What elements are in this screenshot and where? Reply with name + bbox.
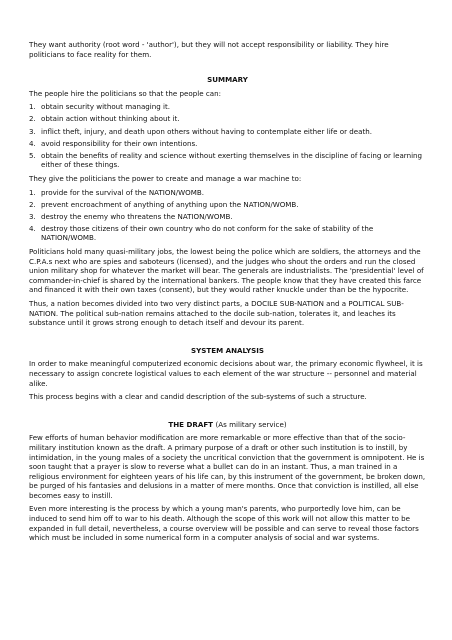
list-item-number: 2. bbox=[29, 114, 36, 124]
list-item-text: inflict theft, injury, and death upon others without having to contemplate either life or death. bbox=[41, 126, 373, 136]
draft-heading-subtitle: (As military service) bbox=[215, 419, 287, 429]
list-item-number: 4. bbox=[29, 138, 36, 148]
system-analysis-heading: SYSTEM ANALYSIS bbox=[191, 345, 264, 355]
sub-nation-paragraph: Thus, a nation becomes divided into two very distinct parts, a DOCILE SUB-NATION and a POLITICAL SUB-NATION. The political sub-nation remains attached to the docile sub-nation, tolerates it, and leaches its substance until it grows strong enough to detach itself and devour its parent. bbox=[29, 298, 404, 328]
list-item bbox=[29, 139, 426, 149]
summary-lead-2: They give the politicians the power to create and manage a war machine to: bbox=[29, 173, 302, 183]
list-item-text: destroy the enemy who threatens the NATION/WOMB. bbox=[41, 211, 233, 221]
list-item-text: obtain the benefits of reality and science without exerting themselves in the discipline of facing or learning either of these things. bbox=[41, 150, 423, 170]
politicians-paragraph: Politicians hold many quasi-military jobs, the lowest being the police which are soldiers, the attorneys and the C.P.A.s next who are spies and saboteurs (licensed), and the judges who shout the orders and run the closed union military shop for whatever the market will bear. The generals are industrialists. The 'presidential' level of commander-in-chief is shared by the international bankers. The people know that they have created this farce and financed it with their own taxes (consent), but they would rather knuckle under than be the hypocrite. bbox=[29, 247, 424, 295]
list-item bbox=[29, 224, 426, 243]
list-item bbox=[29, 188, 426, 198]
list-item bbox=[29, 200, 426, 210]
list-item-text: provide for the survival of the NATION/WOMB. bbox=[41, 187, 204, 197]
list-item-number: 5. bbox=[29, 150, 36, 160]
list-item-text: obtain security without managing it. bbox=[41, 102, 171, 112]
list-item-number: 2. bbox=[29, 199, 36, 209]
list-item-number: 3. bbox=[29, 211, 36, 221]
list-item-text: obtain action without thinking about it. bbox=[41, 114, 180, 124]
summary-lead: The people hire the politicians so that the people can: bbox=[29, 88, 221, 98]
list-item-text: destroy those citizens of their own country who do not conform for the sake of stability of the NATION/WOMB. bbox=[41, 223, 374, 243]
war-machine-list bbox=[29, 188, 426, 243]
draft-heading-title: THE DRAFT bbox=[168, 419, 214, 429]
list-item bbox=[29, 114, 426, 124]
list-item-number: 1. bbox=[29, 102, 36, 112]
list-item bbox=[29, 151, 426, 170]
list-item-number: 4. bbox=[29, 223, 36, 233]
list-item bbox=[29, 212, 426, 222]
list-item-text: avoid responsibility for their own intentions. bbox=[41, 138, 198, 148]
system-analysis-paragraph-1: In order to make meaningful computerized economic decisions about war, the primary economic flywheel, it is necessary to assign concrete logistical values to each element of the war structure -- personnel and material alike. bbox=[29, 359, 423, 388]
summary-heading: SUMMARY bbox=[207, 75, 248, 85]
summary-list bbox=[29, 102, 426, 170]
list-item bbox=[29, 102, 426, 112]
draft-paragraph-1: Few efforts of human behavior modification are more remarkable or more effective than that of the socio-military institution known as the draft. A primary purpose of a draft or other such institution is to instill, by intimidation, in the young males of a society the uncritical conviction that the government is omnipotent. He is soon taught that a prayer is slow to reverse what a bullet can do in an instant. Thus, a man trained in a religious environment for eighteen years of his life can, by this instrument of the government, be broken down, be purged of his fantasies and delusions in a matter of mere months. Once that conviction is instilled, all else becomes easy to instill. bbox=[29, 433, 426, 500]
list-item-number: 3. bbox=[29, 126, 36, 136]
list-item-text: prevent encroachment of anything of anything upon the NATION/WOMB. bbox=[41, 199, 299, 209]
list-item-number: 1. bbox=[29, 187, 36, 197]
intro-paragraph: They want authority (root word - 'author'), but they will not accept responsibility or liability. They hire politicians to face reality for them. bbox=[29, 40, 389, 59]
draft-heading bbox=[29, 420, 426, 430]
draft-paragraph-2: Even more interesting is the process by which a young man's parents, who purportedly love him, can be induced to send him off to war to his death. Although the scope of this work will not allow this matter to be expanded in full detail, nevertheless, a course overview will be possible and can serve to reveal those factors which must be included in some numerical form in a computer analysis of social and war systems. bbox=[29, 504, 419, 543]
list-item bbox=[29, 127, 426, 137]
system-analysis-paragraph-2: This process begins with a clear and candid description of the sub-systems of such a structure. bbox=[29, 392, 367, 402]
